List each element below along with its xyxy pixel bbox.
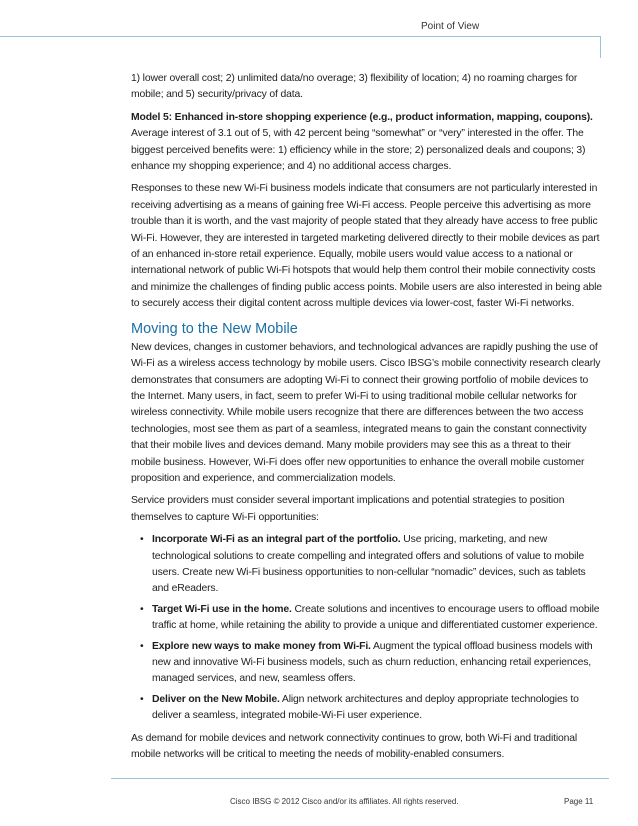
list-item: [140, 692, 603, 725]
list-item-title: Deliver on the New Mobile.: [152, 693, 280, 705]
list-item-text: Create solutions and incentives to encourage users to offload mobile traffic at home, while retaining the ability to provide a unique and differentiated customer experience.: [152, 603, 600, 632]
list-item-text: Align network architectures and deploy appropriate technologies to deliver a seamless, integrated mobile-Wi-Fi user experience.: [152, 693, 579, 722]
document-body: [131, 71, 603, 769]
paragraph: New devices, changes in customer behaviors, and technological advances are rapidly pushing the use of Wi-Fi as a wireless access technology by mobile users. Cisco IBSG’s mobile connectivity research clearly demonstrates that consumers are adopting Wi-Fi to connect their growing portfolio of mobile devices to the Internet. Many users, in fact, seem to prefer Wi-Fi to using traditional mobile cellular networks for wireless connectivity. While mobile users recognize that there are differences between the two access technologies, most see them as part of a seamless, integrated means to gain the constant connectivity that their mobile lives and devices demand. Many mobile providers may see this as a threat to their mobile business. However, Wi-Fi does offer new opportunities to enhance the overall mobile customer proposition and experience, and commercialization models.: [131, 341, 601, 484]
page-number: Page 11: [564, 797, 594, 806]
footer-divider: [111, 778, 609, 779]
paragraph: Service providers must consider several important implications and potential strategies to position themselves to capture Wi-Fi opportunities:: [131, 495, 565, 523]
list-item: [140, 639, 603, 688]
paragraph: [131, 110, 603, 176]
list-item-text: Augment the typical offload business models with new and innovative Wi-Fi business models, such as churn reduction, enhancing retail experiences, managed services, and new, seamless offers.: [152, 640, 593, 685]
bullet-icon: •: [140, 603, 144, 615]
list-item-title: Target Wi-Fi use in the home.: [152, 603, 292, 615]
header-divider: [0, 36, 600, 37]
paragraph: 1) lower overall cost; 2) unlimited data/no overage; 3) flexibility of location; 4) no roaming charges for mobile; and 5) security/privacy of data.: [131, 73, 578, 101]
list-item-title: Explore new ways to make money from Wi-Fi.: [152, 640, 371, 652]
list-item: [140, 602, 603, 635]
bullet-icon: •: [140, 534, 144, 546]
bullet-icon: •: [140, 640, 144, 652]
model-heading: Model 5: Enhanced in-store shopping experience (e.g., product information, mapping, coupons).: [131, 111, 593, 123]
footer-copyright: Cisco IBSG © 2012 Cisco and/or its affiliates. All rights reserved.: [230, 797, 459, 806]
paragraph: As demand for mobile devices and network connectivity continues to grow, both Wi-Fi and traditional mobile networks will be critical to meeting the needs of mobility-enabled consumers.: [131, 732, 578, 761]
bullet-icon: •: [140, 693, 144, 705]
list-item: [140, 532, 603, 598]
header-label: Point of View: [421, 21, 480, 32]
paragraph-text: Average interest of 3.1 out of 5, with 42 percent being “somewhat” or “very” interested in the offer. The biggest perceived benefits were: 1) efficiency while in the store; 2) personalized deals and coupons; 3) enhance my shopping experience; and 4) no additional access charges.: [131, 128, 586, 173]
header-divider-vertical: [600, 36, 601, 58]
section-heading: Moving to the New Mobile: [131, 320, 298, 337]
list-item-title: Incorporate Wi-Fi as an integral part of the portfolio.: [152, 534, 401, 546]
paragraph: Responses to these new Wi-Fi business models indicate that consumers are not particularly interested in receiving advertising as a means of gaining free Wi-Fi access. People perceive this advertising as more trouble than it is worth, and the vast majority of people stated that they already have access to free public Wi-Fi. However, they are interested in targeted marketing delivered directly to their mobile devices as part of an enhanced in-store retail experience. Equally, mobile users would value access to a national or international network of public Wi-Fi hotspots that would help them control their mobile connectivity costs and minimize the challenges of finding public access points. Mobile users are also interested in being able to securely access their digital content across multiple devices via lower-cost, faster Wi-Fi networks.: [131, 183, 602, 310]
strategy-list: [131, 532, 603, 724]
list-item-text: Use pricing, marketing, and new technological solutions to create compelling and integrated offers and solutions of value to mobile users. Create new Wi-Fi business opportunities to non-cellular “nomadic” devices, such as tablets and eReaders.: [152, 534, 586, 595]
